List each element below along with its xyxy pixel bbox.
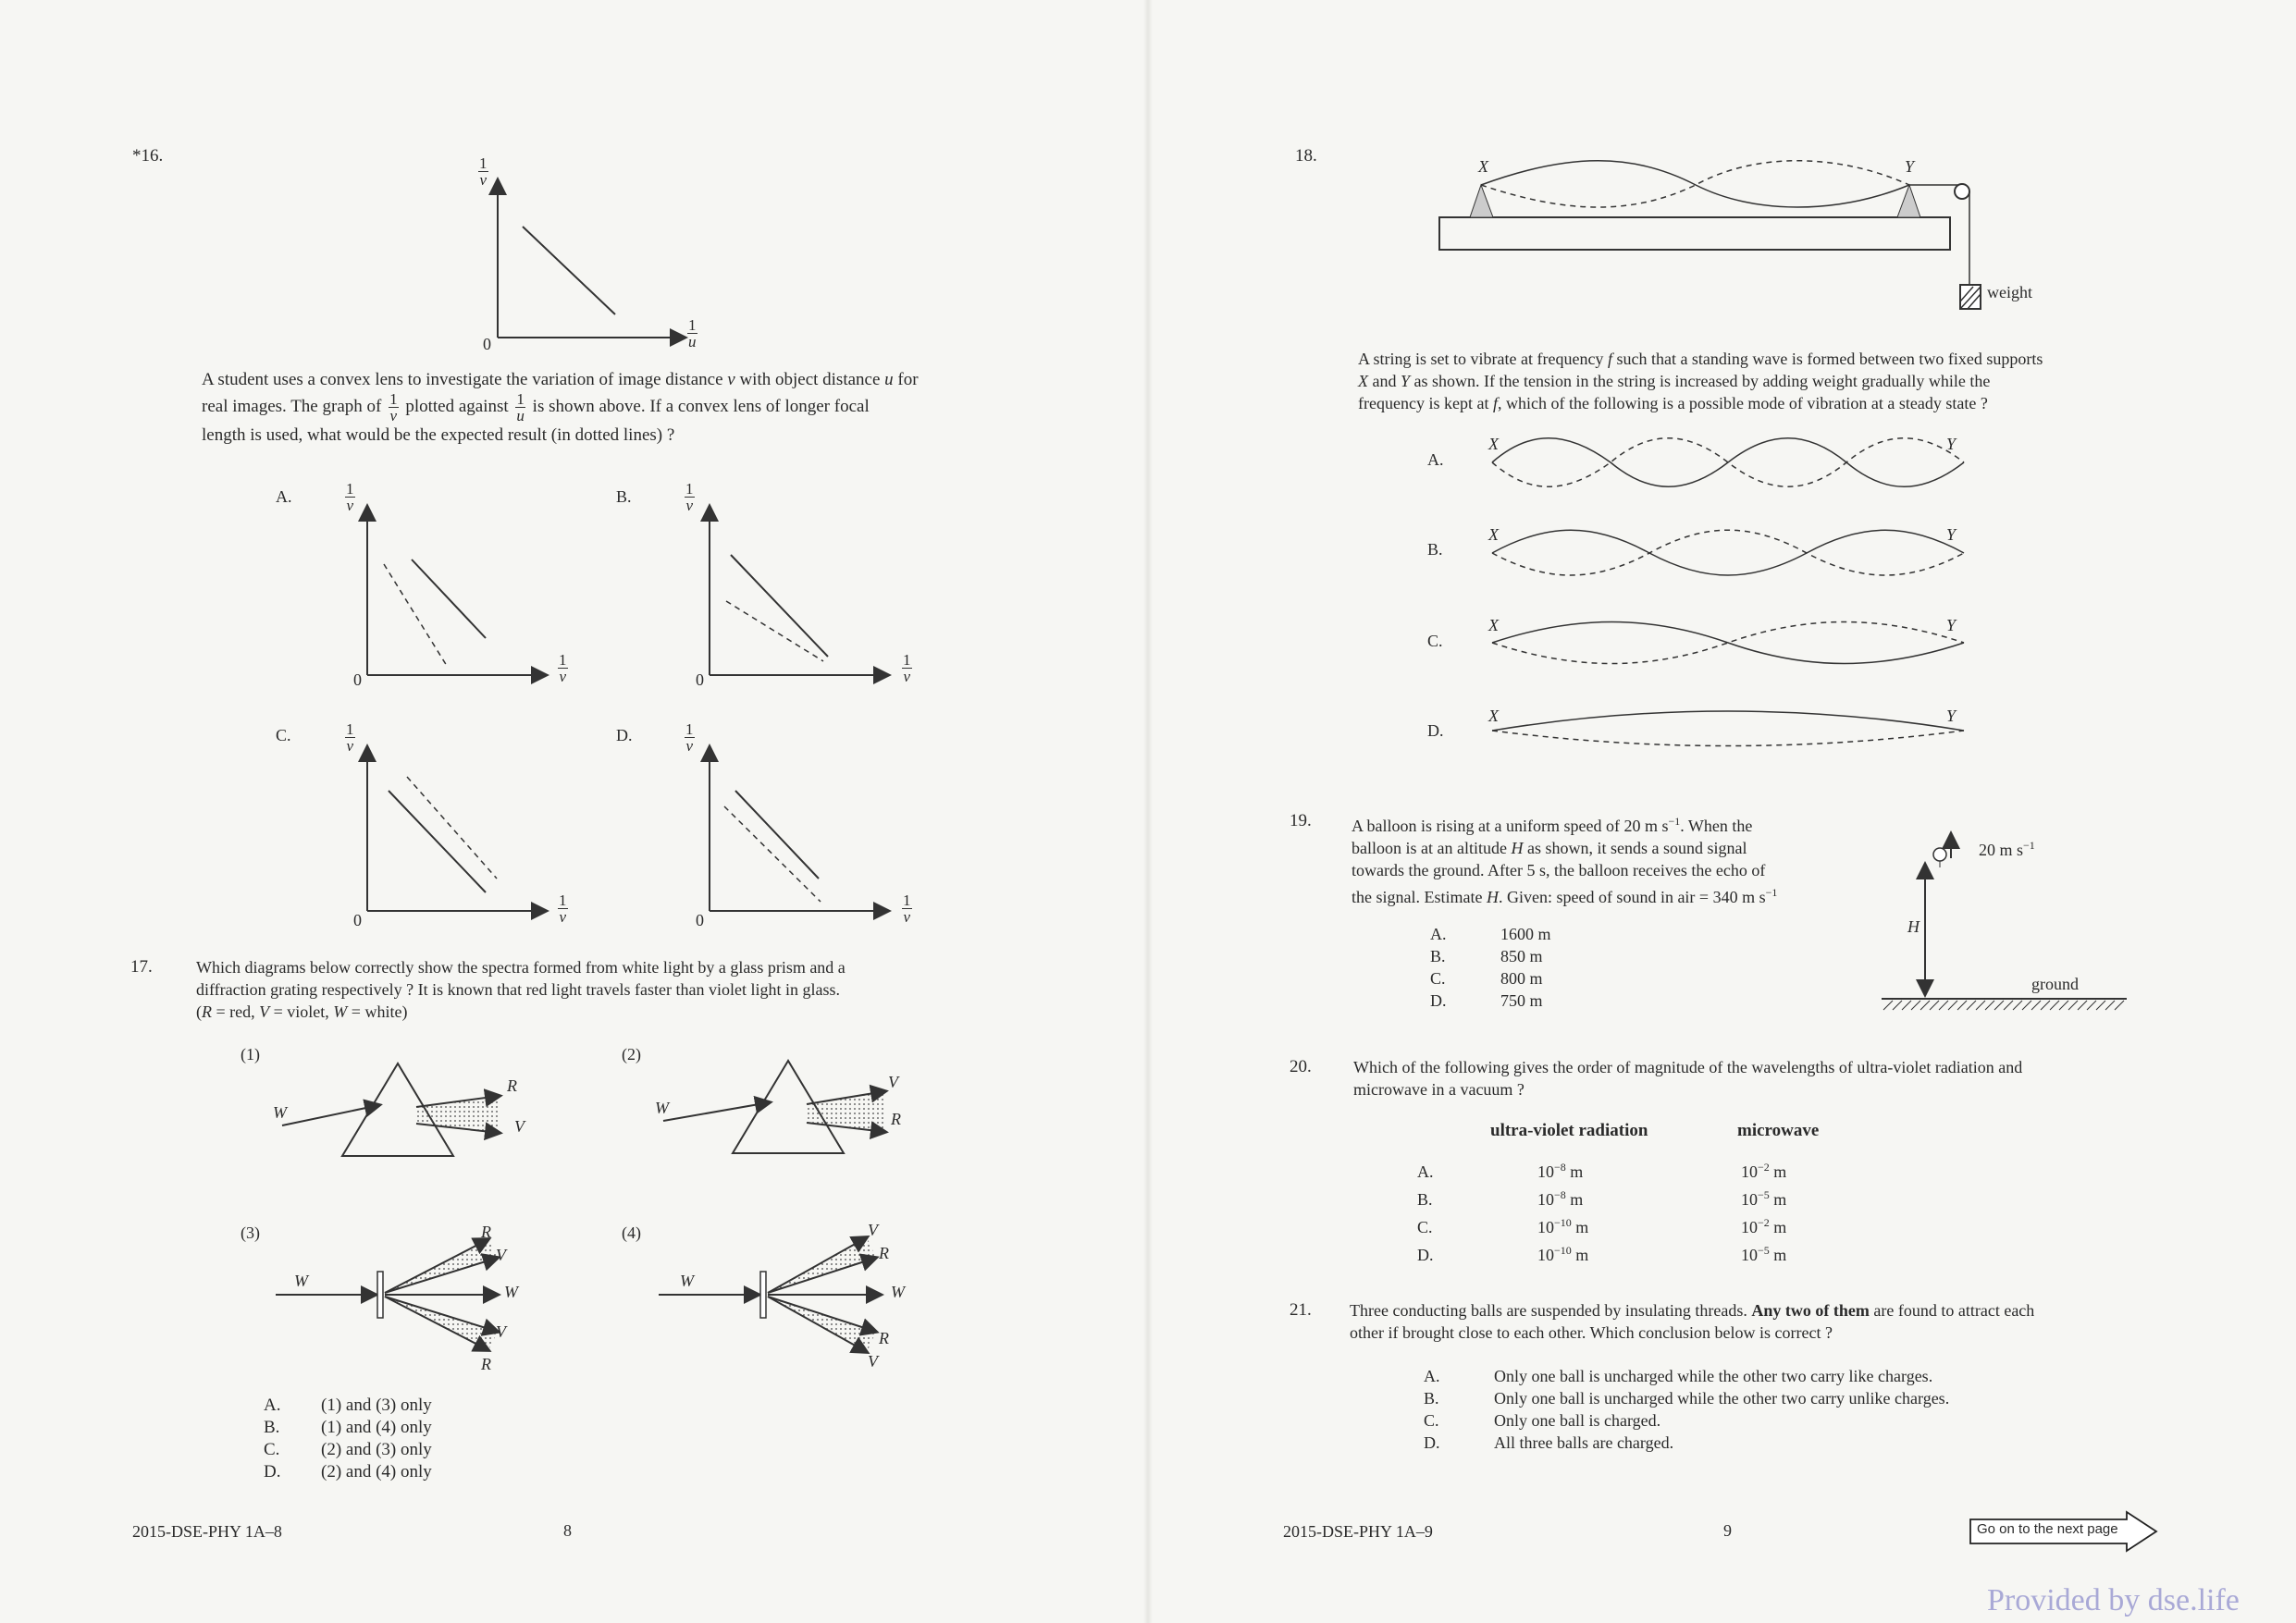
- q17-option-c[interactable]: C. (2) and (3) only: [264, 1440, 432, 1459]
- q17-text: Which diagrams below correctly show the spectra formed from white light by a glass prism and a diffraction grating respectively ? It is known that red light travels faster than violet light in glass. (R = red, V = violet, W = white): [196, 958, 846, 1021]
- q18-option-a-letter: A.: [1427, 450, 1444, 469]
- qb18-x: X: [1488, 525, 1499, 544]
- q16-option-a-graph: [356, 499, 578, 675]
- q18-option-c-wave[interactable]: [1492, 620, 1973, 666]
- d1-r: R: [507, 1076, 517, 1095]
- q16-option-b-letter: B.: [616, 487, 632, 506]
- qa-xl: $\frac{1}{v}$: [559, 651, 567, 685]
- d3-w: W: [294, 1272, 308, 1290]
- q18-weight-label: weight: [1987, 283, 2032, 301]
- q19-options: [1430, 923, 1551, 1012]
- qd-yl: $\frac{1}{v}$: [685, 720, 694, 755]
- q17-option-a[interactable]: A. (1) and (3) only: [264, 1396, 432, 1415]
- next-page-button[interactable]: [1969, 1514, 2158, 1549]
- question-20-number: 20.: [1290, 1057, 1312, 1076]
- qb-zero: 0: [696, 670, 704, 689]
- q17-diagram-2-label: (2): [622, 1045, 641, 1064]
- qc18-y: Y: [1946, 616, 1957, 634]
- d4-w2: W: [891, 1283, 905, 1301]
- qc-yl: $\frac{1}{v}$: [346, 720, 354, 755]
- q17-option-d[interactable]: D. (2) and (4) only: [264, 1462, 432, 1482]
- q21-option-c[interactable]: C. Only one ball is charged.: [1424, 1411, 1661, 1430]
- qa18-y: Y: [1946, 435, 1957, 453]
- q18-option-d-wave[interactable]: [1492, 710, 1973, 752]
- qa-yl: $\frac{1}{v}$: [346, 480, 354, 514]
- q16-text: A student uses a convex lens to investigate the variation of image distance v with object distance u for real images. The graph of $\frac{1}{v}$ plotted against $\frac{1}{u}$ is shown above. If a convex lens of longer focal length is used, what would be the expected result (in dotted lines) ?: [202, 370, 919, 445]
- qb18-y: Y: [1946, 525, 1957, 544]
- question-21-number: 21.: [1290, 1300, 1312, 1320]
- qc18-x: X: [1488, 616, 1499, 634]
- q19-speed-label: 20 m $s^{-1}$: [1979, 839, 2035, 859]
- q21-options: [1424, 1365, 1949, 1454]
- q17-option-b[interactable]: B. (1) and (4) only: [264, 1418, 432, 1437]
- q19-option-b[interactable]: B. 850 m: [1430, 947, 1543, 965]
- q16-option-d-letter: D.: [616, 726, 633, 744]
- q17-options: [264, 1395, 432, 1483]
- d3-v2: V: [496, 1322, 506, 1341]
- q20-col-mw: microwave: [1737, 1121, 1820, 1140]
- left-page-number: 8: [563, 1521, 572, 1540]
- qd-zero: 0: [696, 911, 704, 929]
- q20-table: [1417, 1156, 1786, 1267]
- q19-text: A balloon is rising at a uniform speed of 20 m $s^{-1}$. When the balloon is at an altitude H as shown, it sends a sound signal towards the ground. After 5 s, the balloon receives the echo of the signal. Estimate H. Given: speed of sound in air = 340 m $s^{-1}$: [1352, 815, 1778, 906]
- qd18-y: Y: [1946, 707, 1957, 725]
- qc-xl: $\frac{1}{v}$: [559, 891, 567, 926]
- q16-option-c-graph: [356, 740, 578, 916]
- q21-option-d[interactable]: D. All three balls are charged.: [1424, 1433, 1674, 1452]
- q19-h-label: H: [1907, 917, 1920, 936]
- left-footer-code: 2015-DSE-PHY 1A–8: [132, 1522, 282, 1541]
- q16-xaxis-label: $\frac{1}{u}$: [688, 316, 697, 350]
- d4-v: V: [868, 1221, 878, 1239]
- right-page: [1148, 0, 2296, 1623]
- q20-row-c[interactable]: C. $10^{-10}$ m $10^{-2}$ m: [1417, 1216, 1787, 1236]
- d3-r: R: [481, 1223, 491, 1241]
- qc-zero: 0: [353, 911, 362, 929]
- d4-r2: R: [879, 1329, 889, 1347]
- q16-option-c-letter: C.: [276, 726, 291, 744]
- qd18-x: X: [1488, 707, 1499, 725]
- q19-ground-label: ground: [2031, 975, 2079, 993]
- right-footer-code: 2015-DSE-PHY 1A–9: [1283, 1522, 1433, 1541]
- q16-option-a-letter: A.: [276, 487, 292, 506]
- q16-option-d-graph: [698, 740, 920, 916]
- q16-yaxis-label: $\frac{1}{v}$: [479, 154, 488, 189]
- d3-w2: W: [504, 1283, 518, 1301]
- q17-diagram-3-label: (3): [241, 1223, 260, 1242]
- q18-text: A string is set to vibrate at frequency f such that a standing wave is formed between two fixed supports X and Y as shown. If the tension in the string is increased by adding weight gradually while the frequency is kept at f, which of the following is a possible mode of vibration at a steady state ?: [1358, 350, 2043, 412]
- q18-x-label: X: [1478, 157, 1488, 176]
- q18-option-b-wave[interactable]: [1492, 527, 1973, 578]
- q19-option-c[interactable]: C. 800 m: [1430, 969, 1543, 988]
- qb-xl: $\frac{1}{v}$: [903, 651, 911, 685]
- q18-option-b-letter: B.: [1427, 540, 1443, 559]
- d2-v: V: [888, 1073, 898, 1091]
- q17-prism-diagram-2: [659, 1056, 936, 1158]
- d3-v: V: [496, 1246, 506, 1264]
- question-18-number: 18.: [1295, 146, 1317, 166]
- q18-option-c-letter: C.: [1427, 632, 1443, 650]
- q17-diagram-4-label: (4): [622, 1223, 641, 1242]
- q16-main-graph: [481, 176, 703, 351]
- qa18-x: X: [1488, 435, 1499, 453]
- q21-option-a[interactable]: A. Only one ball is uncharged while the other two carry like charges.: [1424, 1367, 1933, 1385]
- q20-text: Which of the following gives the order of magnitude of the wavelengths of ultra-violet radiation and microwave in a vacuum ?: [1353, 1058, 2023, 1099]
- q17-diagram-1-label: (1): [241, 1045, 260, 1064]
- d2-r: R: [891, 1110, 901, 1128]
- q16-option-b-graph: [698, 499, 920, 675]
- q21-text: Three conducting balls are suspended by insulating threads. Any two of them are found to attract each other if brought close to each other. Which conclusion below is correct ?: [1350, 1301, 2035, 1342]
- q16-origin: 0: [483, 335, 491, 353]
- qb-yl: $\frac{1}{v}$: [685, 480, 694, 514]
- d2-w: W: [655, 1099, 669, 1117]
- q19-option-a[interactable]: A. 1600 m: [1430, 925, 1551, 943]
- question-16-number: *16.: [132, 146, 164, 166]
- q20-row-b[interactable]: B. $10^{-8}$ m $10^{-5}$ m: [1417, 1188, 1787, 1209]
- question-19-number: 19.: [1290, 811, 1312, 830]
- next-page-label: Go on to the next page: [1977, 1521, 2118, 1537]
- q18-y-label: Y: [1905, 157, 1915, 176]
- watermark: Provided by dse.life: [1987, 1583, 2240, 1617]
- q18-option-d-letter: D.: [1427, 721, 1444, 740]
- qd-xl: $\frac{1}{v}$: [903, 891, 911, 926]
- q21-option-b[interactable]: B. Only one ball is uncharged while the other two carry unlike charges.: [1424, 1389, 1950, 1408]
- qa-zero: 0: [353, 670, 362, 689]
- d1-w: W: [273, 1103, 287, 1122]
- q18-string-apparatus: [1439, 157, 2013, 333]
- d4-r: R: [879, 1244, 889, 1262]
- d1-v: V: [514, 1117, 525, 1136]
- d3-r2: R: [481, 1355, 491, 1373]
- q17-prism-diagram-1: [268, 1059, 546, 1161]
- d4-v2: V: [868, 1352, 878, 1371]
- d4-w: W: [680, 1272, 694, 1290]
- q20-row-a[interactable]: A. $10^{-8}$ m $10^{-2}$ m: [1417, 1161, 1787, 1181]
- question-17-number: 17.: [130, 957, 153, 977]
- q19-option-d[interactable]: D. 750 m: [1430, 991, 1543, 1010]
- right-page-number: 9: [1723, 1521, 1732, 1540]
- q18-option-a-wave[interactable]: [1492, 435, 1973, 490]
- q20-row-d[interactable]: D. $10^{-10}$ m $10^{-5}$ m: [1417, 1244, 1787, 1264]
- q20-col-uv: ultra-violet radiation: [1490, 1121, 1648, 1140]
